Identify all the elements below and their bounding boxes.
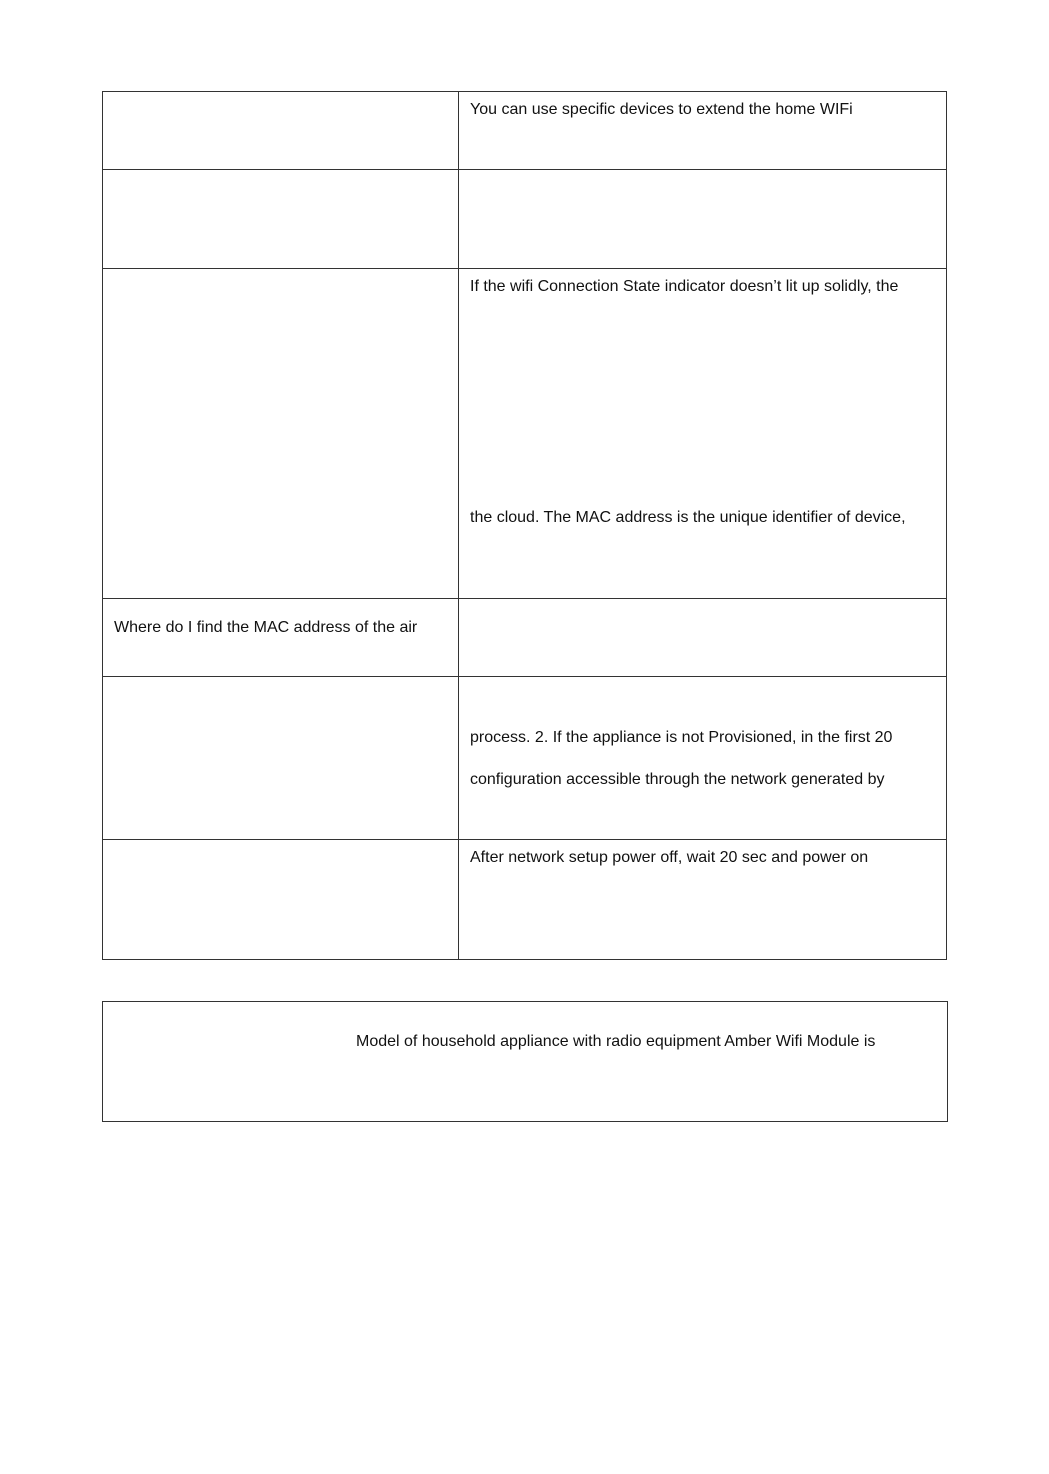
table-row: [103, 92, 946, 170]
answer-text: configuration accessible through the network generated by: [470, 771, 885, 788]
answer-text: process. 2. If the appliance is not Provisioned, in the first 20: [470, 729, 893, 746]
column-divider: [458, 170, 459, 268]
table-row: [103, 269, 946, 599]
answer-text: If the wifi Connection State indicator doesn’t lit up solidly, the: [470, 278, 899, 295]
info-text: Model of household appliance with radio equipment Amber Wifi Module is: [356, 1033, 876, 1050]
faq-table: [102, 91, 947, 960]
column-divider: [458, 677, 459, 839]
column-divider: [458, 599, 459, 676]
column-divider: [458, 840, 459, 959]
question-text: Where do I find the MAC address of the air: [114, 619, 418, 636]
table-row: [103, 840, 946, 959]
info-box: [102, 1001, 948, 1122]
answer-text: You can use specific devices to extend the home WIFi: [470, 101, 853, 118]
answer-text: After network setup power off, wait 20 sec and power on: [470, 849, 869, 866]
answer-text: the cloud. The MAC address is the unique identifier of device,: [470, 509, 906, 526]
table-row: [103, 677, 946, 840]
table-row: [103, 599, 946, 677]
column-divider: [458, 92, 459, 169]
column-divider: [458, 269, 459, 598]
table-row: [103, 170, 946, 269]
